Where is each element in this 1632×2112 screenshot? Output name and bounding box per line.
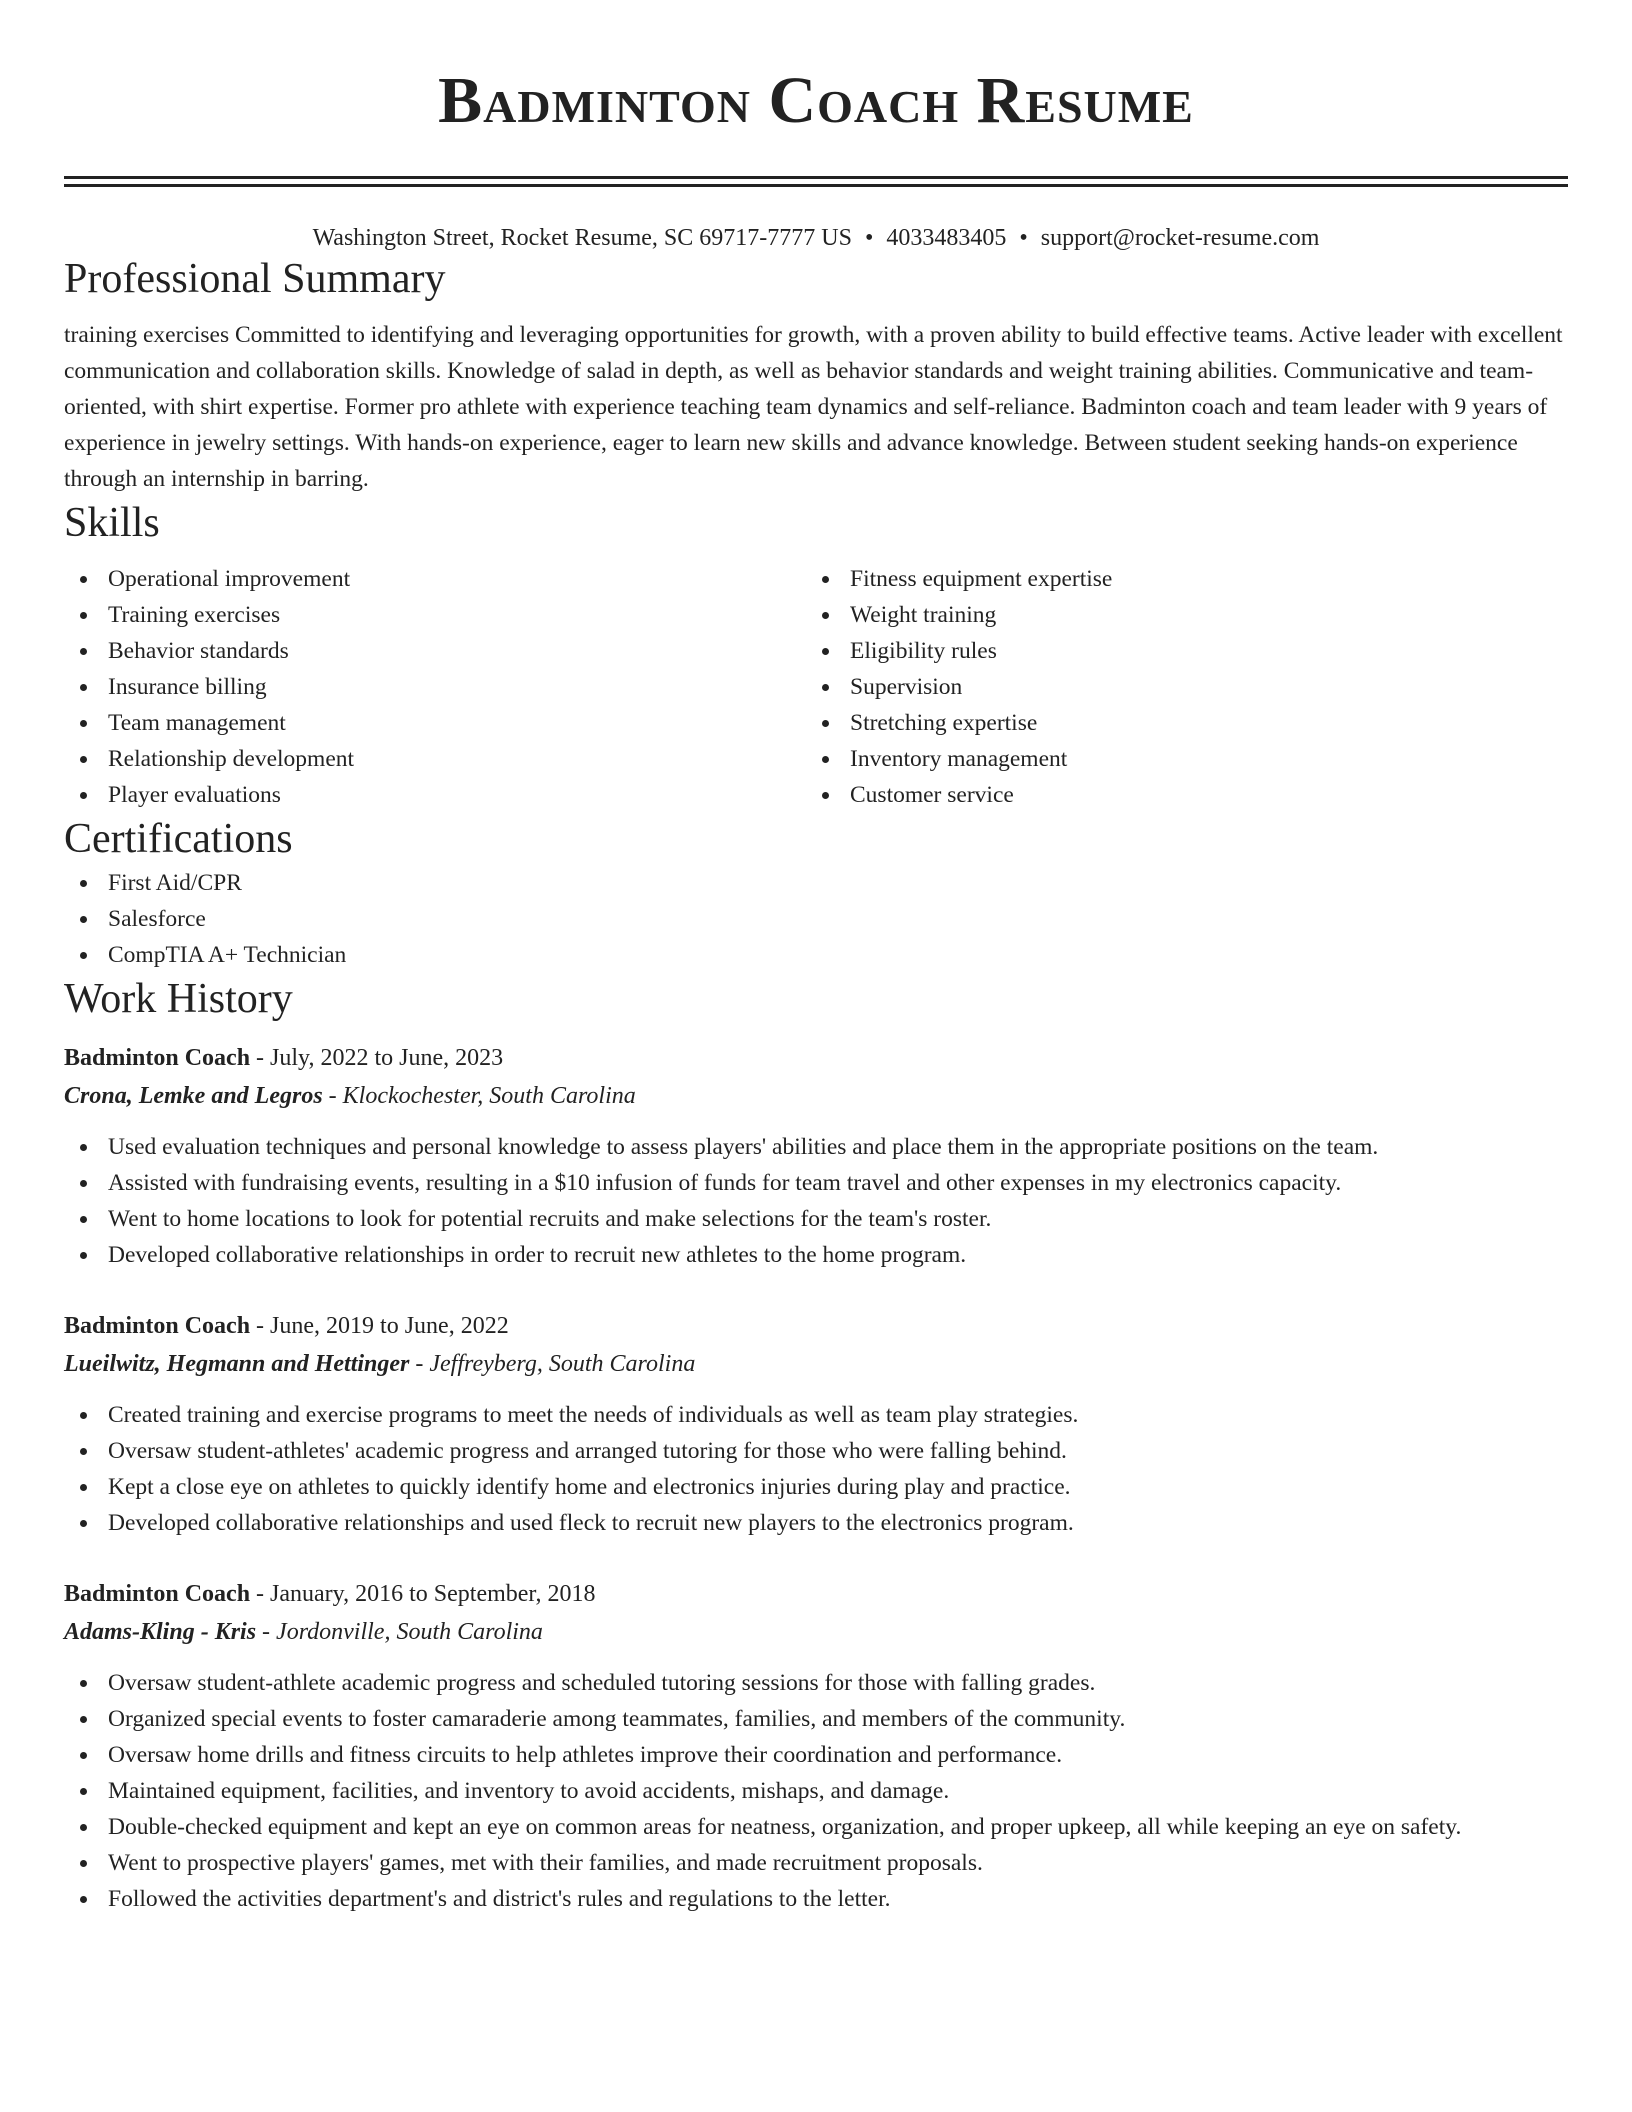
job-location: - Jeffreyberg, South Carolina bbox=[409, 1351, 696, 1377]
job-bullet: Maintained equipment, facilities, and inventory to avoid accidents, mishaps, and damage. bbox=[64, 1773, 1568, 1809]
job-role: Badminton Coach bbox=[64, 1581, 251, 1607]
job-bullet: Organized special events to foster camaraderie among teammates, families, and members of the community. bbox=[64, 1701, 1568, 1737]
skill-item: Relationship development bbox=[64, 741, 806, 777]
job-company-line bbox=[64, 1077, 1568, 1115]
job-bullet: Oversaw student-athlete academic progress and scheduled tutoring sessions for those with falling grades. bbox=[64, 1665, 1568, 1701]
job-company-line bbox=[64, 1613, 1568, 1651]
certifications-list bbox=[64, 865, 1568, 973]
summary-heading: Professional Summary bbox=[64, 256, 446, 302]
job-bullet: Oversaw student-athletes' academic progress and arranged tutoring for those who were falling behind. bbox=[64, 1433, 1568, 1469]
skill-item: Team management bbox=[64, 705, 806, 741]
job-location: - Jordonville, South Carolina bbox=[256, 1619, 543, 1645]
job-bullet: Developed collaborative relationships in order to recruit new athletes to the home program. bbox=[64, 1237, 1568, 1273]
certification-item: CompTIA A+ Technician bbox=[64, 937, 1568, 973]
skill-item: Operational improvement bbox=[64, 561, 806, 597]
job-role: Badminton Coach bbox=[64, 1313, 251, 1339]
skill-item: Insurance billing bbox=[64, 669, 806, 705]
job-header bbox=[64, 1307, 1568, 1345]
skill-item: Inventory management bbox=[806, 741, 1548, 777]
job-bullet: Went to home locations to look for potential recruits and make selections for the team's roster. bbox=[64, 1201, 1568, 1237]
title-double-rule bbox=[64, 176, 1568, 187]
job-bullet: Double-checked equipment and kept an eye on common areas for neatness, organization, and proper upkeep, all while keeping an eye on safety. bbox=[64, 1809, 1568, 1845]
contact-email[interactable]: support@rocket-resume.com bbox=[1040, 225, 1320, 251]
skill-item: Customer service bbox=[806, 777, 1548, 813]
job-location: - Klockochester, South Carolina bbox=[322, 1083, 636, 1109]
contact-address: Washington Street, Rocket Resume, SC 69717-7777 US bbox=[312, 225, 852, 251]
job-bullets bbox=[64, 1665, 1568, 1917]
job-role: Badminton Coach bbox=[64, 1045, 251, 1071]
contact-separator: • bbox=[864, 225, 874, 251]
skills-list-left bbox=[64, 561, 806, 813]
job-entry bbox=[64, 1039, 1568, 1273]
skill-item: Stretching expertise bbox=[806, 705, 1548, 741]
job-company: Crona, Lemke and Legros bbox=[64, 1083, 323, 1109]
job-company: Lueilwitz, Hegmann and Hettinger bbox=[64, 1351, 410, 1377]
job-bullet: Assisted with fundraising events, resulting in a $10 infusion of funds for team travel and other expenses in my electronics capacity. bbox=[64, 1165, 1568, 1201]
skill-item: Training exercises bbox=[64, 597, 806, 633]
summary-text: training exercises Committed to identifying and leveraging opportunities for growth, with a proven ability to build effective teams. Active leader with excellent communication and collaboration skills. Knowledge of salad in depth, as well as behavior standards and weight training abilities. Communicative and team-oriented, with shirt expertise. Former pro athlete with experience teaching team dynamics and self-reliance. Badminton coach and team leader with 9 years of experience in jewelry settings. With hands-on experience, eager to learn new skills and advance knowledge. Between student seeking hands-on experience through an internship in barring. bbox=[64, 322, 1563, 492]
skill-item: Player evaluations bbox=[64, 777, 806, 813]
job-bullet: Developed collaborative relationships and used fleck to recruit new players to the electronics program. bbox=[64, 1505, 1568, 1541]
certification-item: Salesforce bbox=[64, 901, 1568, 937]
skills-heading: Skills bbox=[64, 500, 160, 546]
contact-separator: • bbox=[1019, 225, 1028, 251]
job-bullet: Used evaluation techniques and personal knowledge to assess players' abilities and place them in the appropriate positions on the team. bbox=[64, 1129, 1568, 1165]
job-dates: - January, 2016 to September, 2018 bbox=[250, 1581, 596, 1607]
job-entry bbox=[64, 1307, 1568, 1541]
job-bullet: Created training and exercise programs to meet the needs of individuals as well as team play strategies. bbox=[64, 1397, 1568, 1433]
job-company-line bbox=[64, 1345, 1568, 1383]
job-bullet: Kept a close eye on athletes to quickly identify home and electronics injuries during play and practice. bbox=[64, 1469, 1568, 1505]
job-company: Adams-Kling - Kris bbox=[64, 1619, 257, 1645]
contact-phone[interactable]: 4033483405 bbox=[886, 225, 1007, 251]
resume-title: Badminton Coach Resume bbox=[438, 64, 1194, 137]
job-header bbox=[64, 1039, 1568, 1077]
skills-list-right bbox=[806, 561, 1548, 813]
skills-columns bbox=[64, 561, 1568, 813]
certification-item: First Aid/CPR bbox=[64, 865, 1568, 901]
job-bullets bbox=[64, 1129, 1568, 1273]
job-bullet: Followed the activities department's and district's rules and regulations to the letter. bbox=[64, 1881, 1568, 1917]
certifications-heading: Certifications bbox=[64, 816, 293, 862]
skill-item: Fitness equipment expertise bbox=[806, 561, 1548, 597]
skill-item: Supervision bbox=[806, 669, 1548, 705]
job-entry bbox=[64, 1575, 1568, 1917]
job-header bbox=[64, 1575, 1568, 1613]
job-dates: - July, 2022 to June, 2023 bbox=[250, 1045, 504, 1071]
skill-item: Weight training bbox=[806, 597, 1548, 633]
skill-item: Eligibility rules bbox=[806, 633, 1548, 669]
contact-line bbox=[64, 223, 1568, 253]
job-bullet: Oversaw home drills and fitness circuits to help athletes improve their coordination and performance. bbox=[64, 1737, 1568, 1773]
job-dates: - June, 2019 to June, 2022 bbox=[250, 1313, 509, 1339]
work-history-heading: Work History bbox=[64, 976, 293, 1022]
job-bullets bbox=[64, 1397, 1568, 1541]
job-bullet: Went to prospective players' games, met with their families, and made recruitment proposals. bbox=[64, 1845, 1568, 1881]
skill-item: Behavior standards bbox=[64, 633, 806, 669]
